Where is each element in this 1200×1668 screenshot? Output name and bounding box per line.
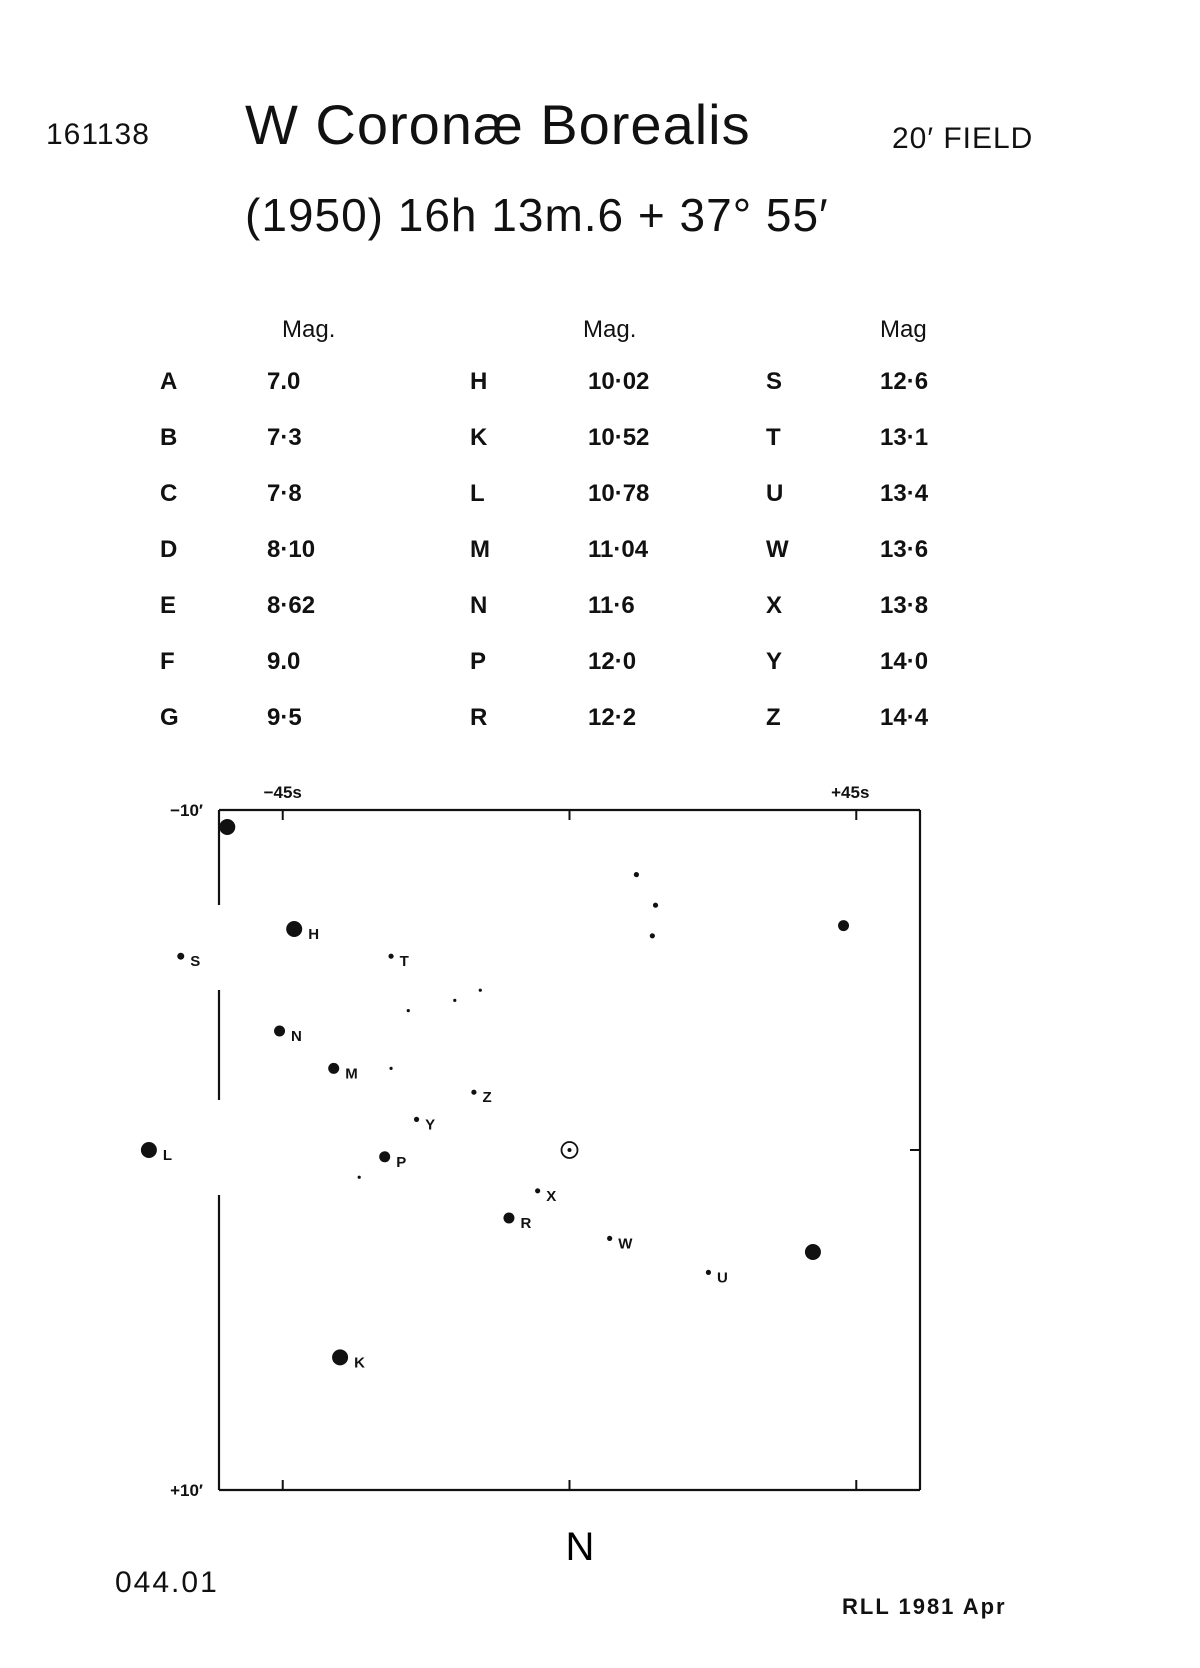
field-star (838, 920, 849, 931)
comparison-star-letter: M (470, 536, 490, 563)
mag-column-header: Mag. (583, 316, 637, 343)
star-w (607, 1236, 612, 1241)
comparison-star-magnitude: 7·3 (267, 424, 302, 451)
comparison-star-letter: K (470, 424, 488, 451)
comparison-star-magnitude: 10·02 (588, 368, 650, 395)
field-star (453, 999, 456, 1002)
star-s (177, 953, 184, 960)
field-star (219, 819, 235, 835)
comparison-star-magnitude: 12·2 (588, 704, 637, 731)
comparison-star-magnitude: 10·78 (588, 480, 650, 507)
x-tick-label: −45s (263, 783, 302, 802)
comparison-star-letter: L (470, 480, 485, 507)
star-l (141, 1142, 157, 1158)
star-k (332, 1349, 348, 1365)
star-x (535, 1188, 540, 1193)
comparison-star-letter: W (766, 536, 789, 563)
star-z (471, 1090, 476, 1095)
star-label: R (520, 1215, 532, 1232)
comparison-star-letter: D (160, 536, 178, 563)
field-star (653, 903, 658, 908)
star-r (503, 1213, 514, 1224)
mag-column-header: Mag (880, 316, 927, 343)
comparison-star-letter: X (766, 592, 783, 619)
star-label: T (399, 953, 409, 971)
comparison-star-letter: Z (766, 704, 781, 731)
y-tick-label: +10′ (170, 1481, 203, 1500)
field-star (634, 872, 639, 877)
comparison-star-magnitude: 7·8 (267, 480, 302, 507)
comparison-star-magnitude: 10·52 (588, 424, 650, 451)
comparison-star-magnitude: 8·62 (267, 592, 316, 619)
star-label: P (396, 1153, 407, 1171)
comparison-star-letter: G (160, 704, 179, 731)
north-orientation-label: N (565, 1525, 595, 1569)
comparison-star-magnitude: 14·0 (880, 648, 929, 675)
comparison-star-letter: C (160, 480, 178, 507)
comparison-star-magnitude: 8·10 (267, 536, 316, 563)
star-y (414, 1117, 419, 1122)
star-p (379, 1151, 390, 1162)
star-n (274, 1026, 285, 1037)
chart-ticks (283, 810, 920, 1490)
field-size-label: 20′ FIELD (892, 122, 1034, 155)
star-h (286, 921, 302, 937)
field-star (650, 933, 655, 938)
star-label: X (546, 1187, 557, 1205)
star-label: W (618, 1235, 633, 1253)
star-label: M (345, 1065, 358, 1083)
target-marker (562, 1142, 578, 1158)
comparison-star-letter: U (766, 480, 784, 507)
mag-column-header: Mag. (282, 316, 336, 343)
field-star (407, 1009, 410, 1012)
comparison-star-magnitude: 12·6 (880, 368, 929, 395)
comparison-star-magnitude: 13·6 (880, 536, 929, 563)
star-m (328, 1063, 339, 1074)
comparison-star-magnitude: 13·1 (880, 424, 929, 451)
star-label: U (717, 1269, 728, 1287)
chart-tick-labels (170, 783, 869, 1500)
comparison-star-letter: S (766, 368, 783, 395)
comparison-star-letter: N (470, 592, 488, 619)
comparison-star-magnitude: 13·8 (880, 592, 929, 619)
comparison-star-letter: T (766, 424, 781, 451)
comparison-star-letter: H (470, 368, 488, 395)
star-label: H (308, 926, 320, 943)
star-label: N (291, 1028, 302, 1045)
comparison-star-letter: Y (766, 648, 783, 675)
author-date-credit: RLL 1981 Apr (842, 1594, 1007, 1619)
comparison-star-magnitude: 11·04 (588, 536, 649, 563)
field-star (389, 1067, 392, 1070)
star-name-title: W Coronæ Borealis (245, 93, 751, 156)
star-label: S (190, 953, 201, 971)
chart-stars (141, 819, 849, 1371)
epoch-coordinates: (1950) 16h 13m.6 + 37° 55′ (245, 189, 829, 241)
star-t (388, 954, 393, 959)
comparison-star-magnitude: 14·4 (880, 704, 929, 731)
comparison-star-letter: R (470, 704, 488, 731)
star-label: Y (425, 1116, 436, 1134)
star-label: L (162, 1147, 173, 1164)
chart-catalog-code: 161138 (46, 118, 150, 151)
star-label: K (354, 1354, 365, 1372)
comparison-star-letter: F (160, 648, 175, 675)
comparison-star-magnitude: 12·0 (588, 648, 637, 675)
comparison-star-letter: E (160, 592, 177, 619)
comparison-star-magnitude: 11·6 (588, 592, 635, 619)
star-u (706, 1270, 711, 1275)
comparison-star-magnitude: 13·4 (880, 480, 929, 507)
comparison-star-letter: P (470, 648, 487, 675)
comparison-star-letter: A (160, 368, 178, 395)
target-center (568, 1148, 572, 1152)
comparison-star-magnitude: 9·5 (267, 704, 302, 731)
catalog-number: 044.01 (115, 1566, 219, 1599)
x-tick-label: +45s (831, 783, 870, 802)
comparison-star-magnitude: 9.0 (267, 648, 301, 675)
comparison-star-letter: B (160, 424, 178, 451)
field-star (479, 989, 482, 992)
comparison-star-magnitude: 7.0 (267, 368, 301, 395)
field-star (805, 1244, 821, 1260)
y-tick-label: −10′ (170, 801, 203, 820)
star-label: Z (482, 1089, 492, 1107)
field-star (358, 1176, 361, 1179)
